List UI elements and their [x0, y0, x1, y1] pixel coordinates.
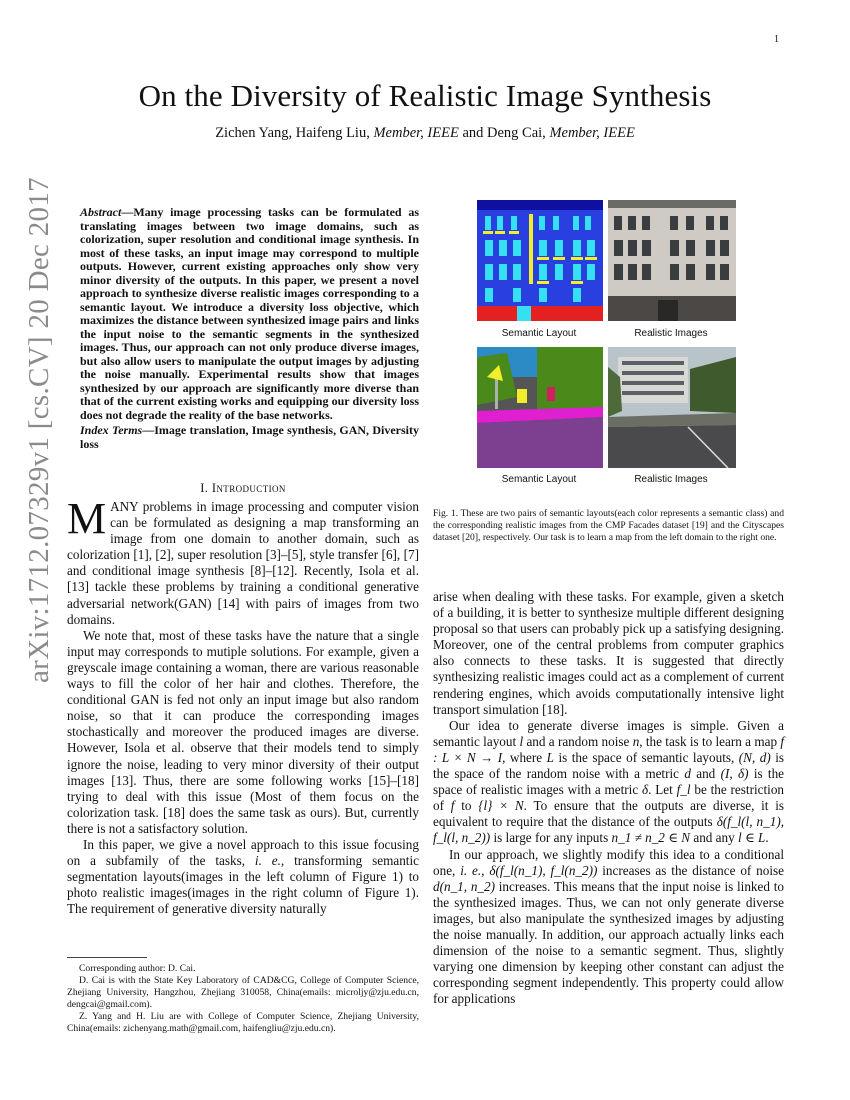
r2-j: be the restriction of	[433, 782, 785, 814]
r2-q: .	[765, 830, 769, 846]
footnote-affiliation-yang-liu: Z. Yang and H. Liu are with College of Computer Science, Zhejiang University, China(emails: zichenyang.math@gmail.com, haifengliu@zju.edu.cn).	[67, 1011, 419, 1034]
r3-b: increases as the distance of noise	[602, 862, 784, 878]
r2-g: and	[696, 766, 716, 782]
r3-ie: i. e.,	[460, 862, 485, 878]
arxiv-identifier: arXiv:1712.07329v1 [cs.CV] 20 Dec 2017	[23, 177, 55, 683]
intro-paragraph-1	[67, 494, 419, 628]
r2-a: Our idea to generate diverse images is simple. Given a semantic layout	[433, 717, 784, 749]
r2-delta: δ	[642, 782, 649, 798]
p3-text-a: In this paper, we give a novel approach to this issue focusing on a subfamily of the tasks,	[67, 836, 419, 869]
author-membership-1: Member, IEEE	[373, 125, 459, 141]
right-paragraph-1: arise when dealing with these tasks. For example, given a sketch of a building, it is better to synthesize multiple different designing proposal so that users can probably pick up a satisfying designing. Moreover, one of the central problems from computer graphics also connects to these tasks. It is suggested that directly synthesizing realistic images could act as a complement of current rendering engines, which avoids computationally intensive light transport simulation [18].	[433, 589, 784, 717]
footnotes	[67, 963, 419, 1035]
figure-caption: Fig. 1. These are two pairs of semantic layouts(each color represents a semantic class) and the corresponding realistic images from the CMP Facades dataset [19] and the Cityscapes dataset [20], respectively. Our task is to learn a map from the left domain to the right one.	[433, 508, 784, 544]
r2-p: and any	[693, 830, 735, 846]
p3-text-b: transforming semantic segmentation layouts(images in the left column of Figure 1) to photo realistic images(images in the right column of Figure 1). The requirement of generative diversity naturally	[67, 853, 419, 917]
drop-cap: M	[67, 494, 107, 543]
r2-e: is the space of semantic layouts,	[558, 749, 735, 765]
index-terms-text: —Image translation, Image synthesis, GAN, Diversity loss	[80, 423, 419, 451]
street-realistic-image	[608, 347, 736, 468]
p3-ie: i. e.,	[254, 853, 285, 869]
section-title: Introduction	[211, 481, 286, 495]
label-realistic-images-bottom: Realistic Images	[634, 474, 708, 485]
intro-paragraph-3	[67, 837, 419, 917]
author-list	[0, 125, 850, 142]
author-membership-2: Member, IEEE	[549, 125, 635, 141]
right-paragraph-3	[433, 847, 784, 1008]
r2-m: . To ensure that the outputs are diverse, it is equivalent to require that the distance of the outputs	[433, 798, 785, 830]
r3-a: In our approach, we slightly modify this idea to a conditional one,	[433, 846, 784, 878]
left-column-body	[67, 494, 419, 917]
r2-o: is large for any inputs	[493, 830, 609, 846]
r2-linL: l ∈ L	[738, 830, 766, 846]
r2-Nd: (N, d)	[738, 749, 771, 765]
right-paragraph-2	[433, 718, 784, 847]
street-semantic-layout-image	[477, 347, 603, 468]
author-names-2: and Deng Cai,	[462, 125, 546, 141]
r2-dist: δ(f_l(l, n_1), f_l(l, n_2))	[433, 814, 785, 846]
r2-c: , the task is to learn a map	[639, 733, 778, 749]
r2-dd: d	[684, 766, 691, 782]
r2-f2: f	[450, 798, 455, 814]
intro-paragraph-2: We note that, most of these tasks have the nature that a single input may corresponds to mutiple solutions. For example, given a greyscale image containing a woman, there are various reasonable ways to fill the color of her hair and clothes. Therefore, the conditional GAN is fed not only an input image but also random noise, so that it can produce the corresponding images stochastically and moreover the produced images are diverse. However, Isola et al. observe that their models tend to simply ignore the noise, leading to very minor diversity of their output images [13]. Thus, there are some following works [15]–[18] trying to deal with this issue (Most of them focus on the colorization task. [18] does the same task as ours). But, currently there is not a satisfactory solution.	[67, 627, 419, 836]
label-semantic-layout-bottom: Semantic Layout	[501, 474, 577, 485]
abstract-label: Abstract	[80, 205, 122, 219]
r2-fl: f_l	[676, 782, 691, 798]
figure-1	[433, 195, 784, 495]
label-semantic-layout-top: Semantic Layout	[501, 328, 577, 339]
r2-neq: n_1 ≠ n_2 ∈ N	[611, 830, 691, 846]
r3-dn: d(n_1, n_2)	[433, 878, 495, 894]
r2-b: and a random noise	[526, 733, 630, 749]
r2-n: n	[632, 733, 640, 749]
page-number: 1	[774, 34, 779, 45]
author-names-1: Zichen Yang, Haifeng Liu,	[215, 125, 370, 141]
right-column-body	[433, 589, 784, 1007]
paper-title: On the Diversity of Realistic Image Synthesis	[138, 78, 712, 113]
r2-map: f : L × N → I	[433, 733, 785, 765]
abstract-text: —Many image processing tasks can be formulated as translating images between two image domains, such as colorization, super resolution and conditional image synthesis. In most of these tasks, an input image may correspond to multiple outputs. However, current existing approaches only show very minor diversity of the outputs. In this paper, we present a novel approach to synthesize diverse realistic images corresponding to a semantic layout. We introduce a diversity loss objective, which maximizes the distance between synthesized image pairs and links the input noise to the semantic segments in the synthesized images. Thus, our approach can not only produce diverse images, but also allow users to manipulate the output images by adjusting the noise manually. Experimental results show that images synthesized by our approach are significantly more diverse than that of the current existing works and equipping our diversity loss does not degrade the reality of the base networks.	[80, 205, 419, 422]
section-number: I.	[200, 481, 209, 495]
footnote-affiliation-cai: D. Cai is with the State Key Laboratory of CAD&CG, College of Computer Science, Zhejiang University, Hangzhou, Zhejiang 310058, China(emails: microljy@zju.edu.cn, dengcai@gmail.com).	[67, 975, 419, 1010]
facade-realistic-image	[608, 200, 736, 321]
r2-f: is the space of the random noise with a metric	[433, 749, 785, 782]
footnote-rule	[67, 957, 147, 958]
footnote-corresponding: Corresponding author: D. Cai.	[79, 963, 196, 974]
index-terms-label: Index Terms	[80, 423, 143, 437]
index-terms	[80, 424, 419, 451]
r2-l: l	[519, 733, 524, 749]
abstract	[80, 206, 419, 422]
r2-i: . Let	[648, 782, 673, 798]
r2-Idelta: (I, δ)	[720, 766, 749, 782]
r3-c: increases. This means that the input noise is linked to the synthesized images. Thus, we can not only generate diverse images, but also manipulate the synthesized images by adjusting the noise manually. In addition, our approach actually links each dimension of the noise to a semantic segment. Thus, slightly varying one dimension by keeping other constant can adjust the corresponding segment independently. This property could allow for applications	[433, 878, 784, 1007]
intro-paragraph-1-text: ANY problems in image processing and computer vision can be formulated as designing a map transforming an image from one domain to another domain, such as colorization [1], [2], super resolution [3]–[5], style transfer [6], [7] and conditional image synthesis [8]–[12]. Recently, Isola et al. [13] tackle these problems by training a conditional generative adversarial network(GAN) [14] with pairs of images from two domains.	[67, 499, 419, 627]
r2-lN: {l} × N	[478, 798, 524, 814]
r2-L: L	[546, 749, 554, 765]
facade-semantic-layout-image	[477, 200, 603, 321]
label-realistic-images-top: Realistic Images	[634, 328, 708, 339]
r3-dist: δ(f_l(n_1), f_l(n_2))	[489, 862, 598, 878]
r2-d: , where	[502, 749, 543, 765]
r2-k: to	[461, 798, 472, 814]
section-heading	[67, 481, 419, 496]
r2-h: is the space of realistic images with a metric	[433, 766, 785, 798]
